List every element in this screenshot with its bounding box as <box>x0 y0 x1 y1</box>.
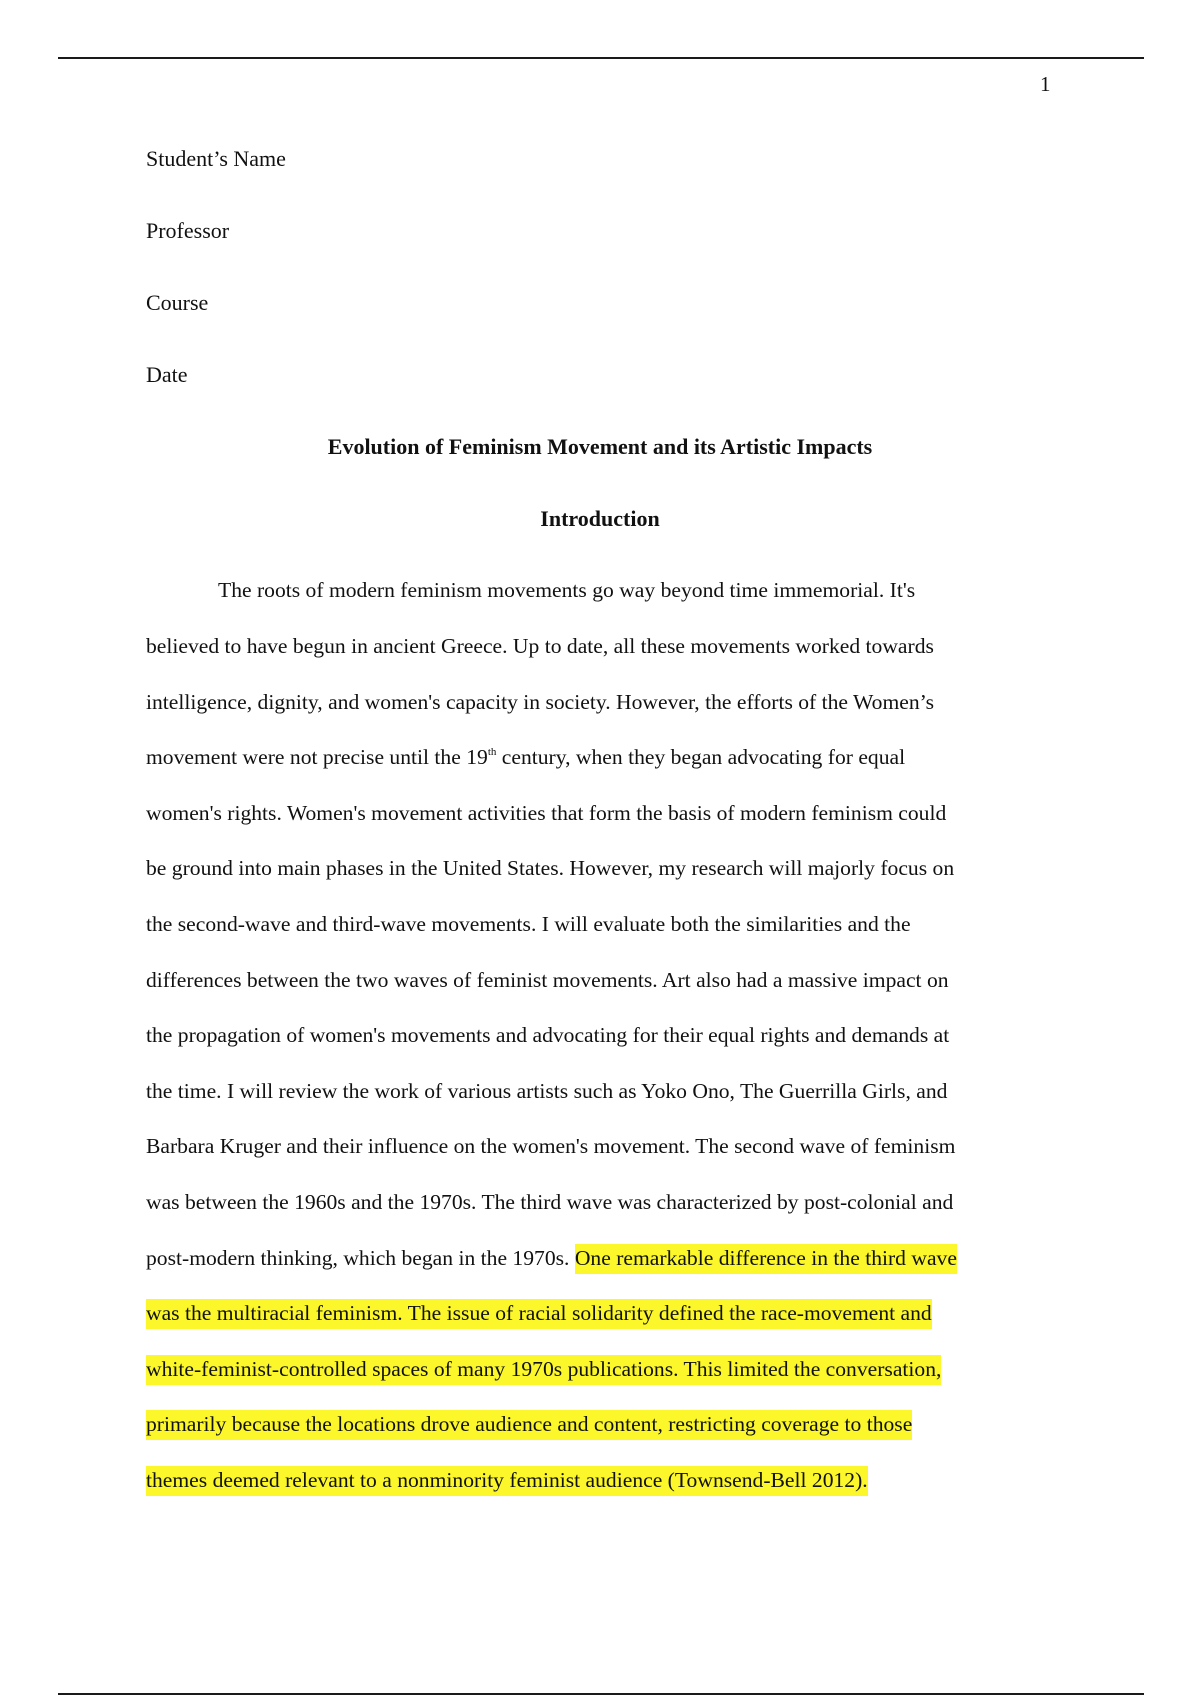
highlighted-text: One remarkable difference in the third wave <box>575 1244 957 1274</box>
paragraph-line: the time. I will review the work of various artists such as Yoko Ono, The Guerrilla Girls, and <box>146 1079 948 1103</box>
line-text: century, when they began advocating for equal <box>496 745 906 769</box>
line-text: movement were not precise until the 19 <box>146 745 488 769</box>
paragraph-line: Barbara Kruger and their influence on the women's movement. The second wave of feminism <box>146 1134 956 1158</box>
course-line: Course <box>146 290 209 315</box>
footer-rule <box>58 1693 1144 1695</box>
line-text: post-modern thinking, which began in the 1970s. <box>146 1246 575 1270</box>
paragraph-line: women's rights. Women's movement activities that form the basis of modern feminism could <box>146 801 947 825</box>
paragraph-line: was between the 1960s and the 1970s. The third wave was characterized by post-colonial and <box>146 1190 954 1214</box>
paragraph-line <box>146 745 905 770</box>
professor-line: Professor <box>146 218 230 243</box>
paragraph-line <box>146 1301 932 1326</box>
paragraph-line: The roots of modern feminism movements go way beyond time immemorial. It's <box>218 578 916 602</box>
paragraph-line: believed to have begun in ancient Greece. Up to date, all these movements worked towards <box>146 634 934 658</box>
paragraph-line <box>146 1468 868 1493</box>
date-line: Date <box>146 362 188 387</box>
paper-title: Evolution of Feminism Movement and its Artistic Impacts <box>327 434 873 459</box>
paragraph-line: the second-wave and third-wave movements. I will evaluate both the similarities and the <box>146 912 911 936</box>
section-heading: Introduction <box>540 506 660 531</box>
highlighted-text: was the multiracial feminism. The issue of racial solidarity defined the race-movement and <box>146 1299 932 1329</box>
superscript: th <box>487 746 497 758</box>
paragraph-line: differences between the two waves of feminist movements. Art also had a massive impact on <box>146 968 949 992</box>
paragraph-line: be ground into main phases in the United States. However, my research will majorly focus on <box>146 856 955 880</box>
paragraph-line <box>146 1357 941 1382</box>
highlighted-text: white-feminist-controlled spaces of many 1970s publications. This limited the conversation, <box>146 1355 941 1385</box>
paragraph-line: the propagation of women's movements and advocating for their equal rights and demands at <box>146 1023 950 1047</box>
paragraph-line <box>146 1412 912 1437</box>
highlighted-text: themes deemed relevant to a nonminority feminist audience (Townsend-Bell 2012). <box>146 1466 868 1496</box>
paragraph-line: intelligence, dignity, and women's capacity in society. However, the efforts of the Women’s <box>146 690 935 714</box>
highlighted-text: primarily because the locations drove audience and content, restricting coverage to those <box>146 1410 912 1440</box>
paragraph-line <box>146 1246 957 1271</box>
page-number: 1 <box>1040 72 1051 96</box>
student-name-line: Student’s Name <box>146 146 286 171</box>
header-rule <box>58 57 1144 59</box>
